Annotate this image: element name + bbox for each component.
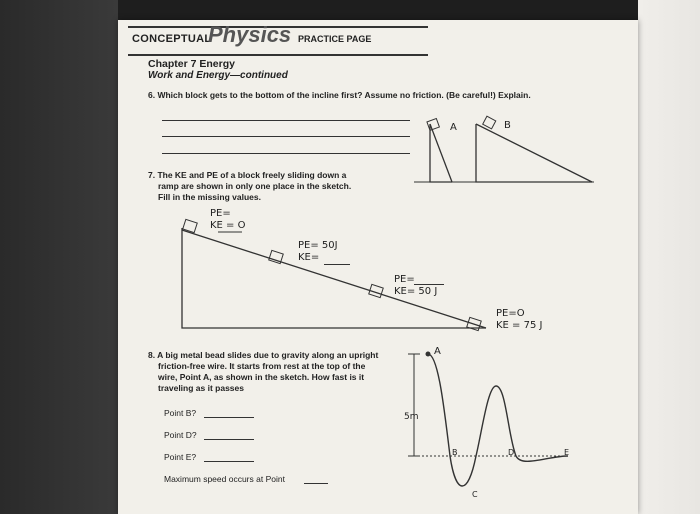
q7-block3-ke: KE= 50 J xyxy=(394,286,438,297)
q8-line-1: 8. A big metal bead slides due to gravity along an upright xyxy=(148,350,379,360)
q8-line-3: wire, Point A, as shown in the sketch. How fast is it xyxy=(158,372,365,382)
q6-answer-line-2 xyxy=(162,136,410,137)
q6-text: 6. Which block gets to the bottom of the incline first? Assume no friction. (Be careful!) Explain. xyxy=(148,90,531,100)
header-practice-page: PRACTICE PAGE xyxy=(298,34,372,44)
q7-block1-pe: PE= xyxy=(210,208,231,219)
q7-block1-ke: KE = O xyxy=(210,220,246,231)
q8-label-d: D xyxy=(508,448,515,457)
q6-answer-line-1 xyxy=(162,120,410,121)
header-conceptual: CONCEPTUAL xyxy=(132,33,212,45)
q7-ramp-diagram xyxy=(174,216,494,336)
q7-block4-pe: PE=O xyxy=(496,308,525,319)
q8-max-speed: Maximum speed occurs at Point xyxy=(164,474,285,484)
header-physics: Physics xyxy=(208,22,292,47)
q8-label-c: C xyxy=(472,490,478,499)
q8-point-b-blank xyxy=(204,417,254,418)
chapter-title: Chapter 7 Energy xyxy=(148,58,235,70)
q8-label-b: B xyxy=(452,448,458,457)
q7-block3-pe: PE= xyxy=(394,274,415,285)
q7-line-3: Fill in the missing values. xyxy=(158,192,261,202)
desk-background-right xyxy=(638,0,700,514)
desk-background-left xyxy=(0,0,118,514)
chapter-subtitle: Work and Energy—continued xyxy=(148,70,288,81)
q8-point-e-blank xyxy=(204,461,254,462)
q8-point-d-blank xyxy=(204,439,254,440)
q8-line-2: friction-free wire. It starts from rest at the top of the xyxy=(158,361,366,371)
worksheet-page xyxy=(118,20,638,514)
q7-block2-pe: PE= 50J xyxy=(298,240,338,251)
q7-block3-pe-blank xyxy=(414,284,444,285)
q6-label-a: A xyxy=(450,122,457,133)
q7-line-1: 7. The KE and PE of a block freely sliding down a xyxy=(148,170,347,180)
q8-line-4: traveling as it passes xyxy=(158,383,244,393)
q7-block4-ke: KE = 75 J xyxy=(496,320,543,331)
q6-label-b: B xyxy=(504,120,511,131)
q6-answer-line-3 xyxy=(162,153,410,154)
q8-label-e: E xyxy=(564,448,570,457)
q7-block2-ke: KE= xyxy=(298,252,320,263)
q8-label-a: A xyxy=(434,346,441,357)
q8-point-e: Point E? xyxy=(164,452,197,462)
q8-wire-diagram xyxy=(398,346,573,506)
q8-point-d: Point D? xyxy=(164,430,197,440)
q7-line-2: ramp are shown in only one place in the sketch. xyxy=(158,181,352,191)
q7-block2-ke-blank xyxy=(324,264,350,265)
q8-point-b: Point B? xyxy=(164,408,197,418)
q8-max-speed-blank xyxy=(304,483,328,484)
q8-height-label: 5m xyxy=(404,412,419,422)
